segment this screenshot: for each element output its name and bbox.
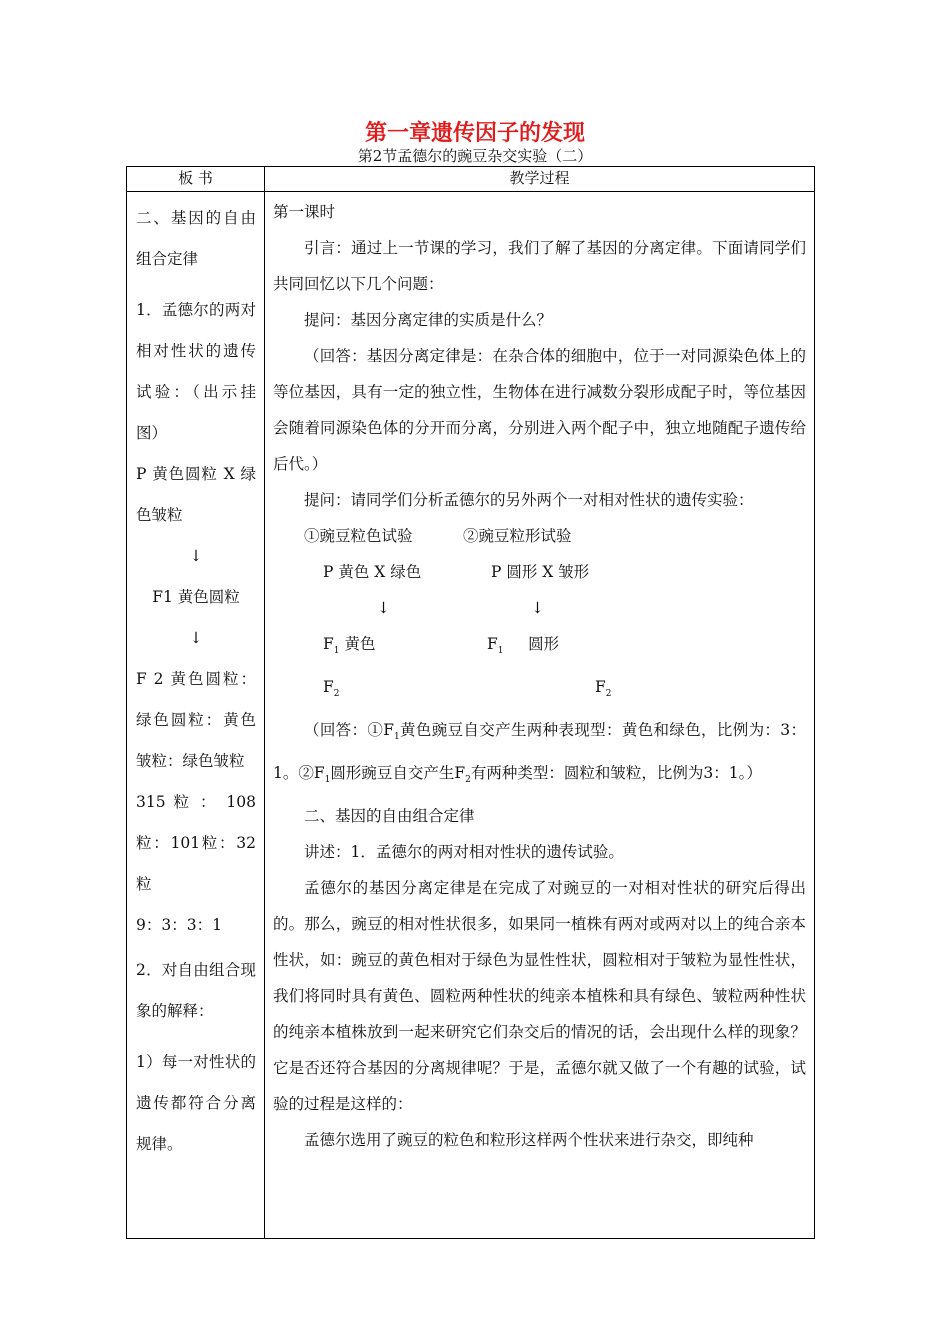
arrow-down: ↓ (189, 547, 203, 565)
paragraph: 讲述：1．孟德尔的两对相对性状的遗传试验。 (304, 843, 624, 862)
paragraph: 提问：基因分离定律的实质是什么？ (304, 311, 553, 329)
paragraph: 孟德尔选用了豌豆的粒色和粒形这样两个性状来进行杂交，即纯种 (304, 1131, 754, 1150)
parent-row (273, 554, 806, 590)
board-line: 9：3：3：1 (136, 916, 222, 934)
arrow-down: ↓ (531, 599, 544, 617)
header-process: 教学过程 (265, 167, 815, 192)
experiment-row (273, 518, 806, 554)
cross-b: P 圆形 X 皱形 (491, 563, 590, 581)
arrow-down: ↓ (377, 599, 390, 617)
f2-row (273, 669, 806, 712)
f1-row (273, 626, 806, 669)
lesson-label: 第一课时 (273, 203, 336, 221)
section-heading: 二、基因的自由组合定律 (304, 807, 475, 826)
header-board: 板 书 (127, 167, 265, 192)
chapter-title: 第一章遗传因子的发现 (364, 121, 585, 146)
board-line: 1）每一对性状的遗传都符合分离规律。 (136, 1053, 256, 1153)
experiment-1: ①豌豆粒色试验 (304, 527, 413, 545)
cross-a: P 黄色 X 绿色 (323, 563, 422, 581)
board-line: P 黄色圆粒 X 绿色皱粒 (136, 465, 256, 524)
board-line: 2．对自由组合现象的解释： (136, 961, 256, 1020)
f2-b: $F_2$ (595, 678, 612, 700)
lesson-table (126, 166, 815, 1239)
paragraph: 提问：请同学们分析孟德尔的另外两个一对相对性状的遗传实验： (304, 491, 754, 509)
board-line: 1．孟德尔的两对相对性状的遗传试验：（出示挂图） (136, 301, 256, 442)
f1-a: $F_1$ 黄色 (323, 635, 376, 657)
answer-paragraph: （回答：$①F_1$黄色豌豆自交产生两种表现型：黄色和绿色，比例为：3：1。$②F_1$圆形豌豆自交产生$F_2$有两种类型：圆粒和皱粒，比例为3：1。） (273, 721, 806, 786)
process-column (265, 192, 815, 1239)
arrow-row (273, 590, 806, 626)
experiment-2: ②豌豆粒形试验 (463, 527, 572, 545)
table-body-row (127, 192, 815, 1239)
section-subtitle: 第2节孟德尔的豌豆杂交实验（二） (357, 147, 593, 165)
paragraph: （回答：基因分离定律是：在杂合体的细胞中，位于一对同源染色体上的等位基因，具有一定的独立性，生物体在进行减数分裂形成配子时，等位基因会随着同源染色体的分开而分离，分别进入两个配子中，独立地随配子遗传给后代。） (273, 347, 806, 473)
paragraph: 引言：通过上一节课的学习，我们了解了基因的分离定律。下面请同学们共同回忆以下几个问题： (273, 239, 806, 293)
board-line: F1 黄色圆粒 (152, 588, 240, 606)
arrow-down: ↓ (189, 629, 203, 647)
board-line: 二、基因的自由组合定律 (136, 209, 256, 268)
board-column (127, 192, 265, 1239)
f1-b: $F_1$ 圆形 (487, 635, 560, 657)
table-header-row (127, 167, 815, 192)
f2-a: $F_2$ (323, 678, 340, 700)
paragraph: 孟德尔的基因分离定律是在完成了对豌豆的一对相对性状的研究后得出的。那么，豌豆的相对性状很多，如果同一植株有两对或两对以上的纯合亲本性状，如：豌豆的黄色相对于绿色为显性性状，圆粒相对于皱粒为显性性状，我们将同时具有黄色、圆粒两种性状的纯亲本植株和具有绿色、皱粒两种性状的纯亲本植株放到一起来研究它们杂交后的情况的话，会出现什么样的现象？它是否还符合基因的分离规律呢？于是，孟德尔就又做了一个有趣的试验，试验的过程是这样的： (273, 879, 806, 1114)
board-line: 315 粒 ： 108 粒：101粒：32粒 (136, 793, 256, 893)
board-line: F 2 黄色圆粒：绿色圆粒：黄色皱粒：绿色皱粒 (136, 670, 256, 770)
